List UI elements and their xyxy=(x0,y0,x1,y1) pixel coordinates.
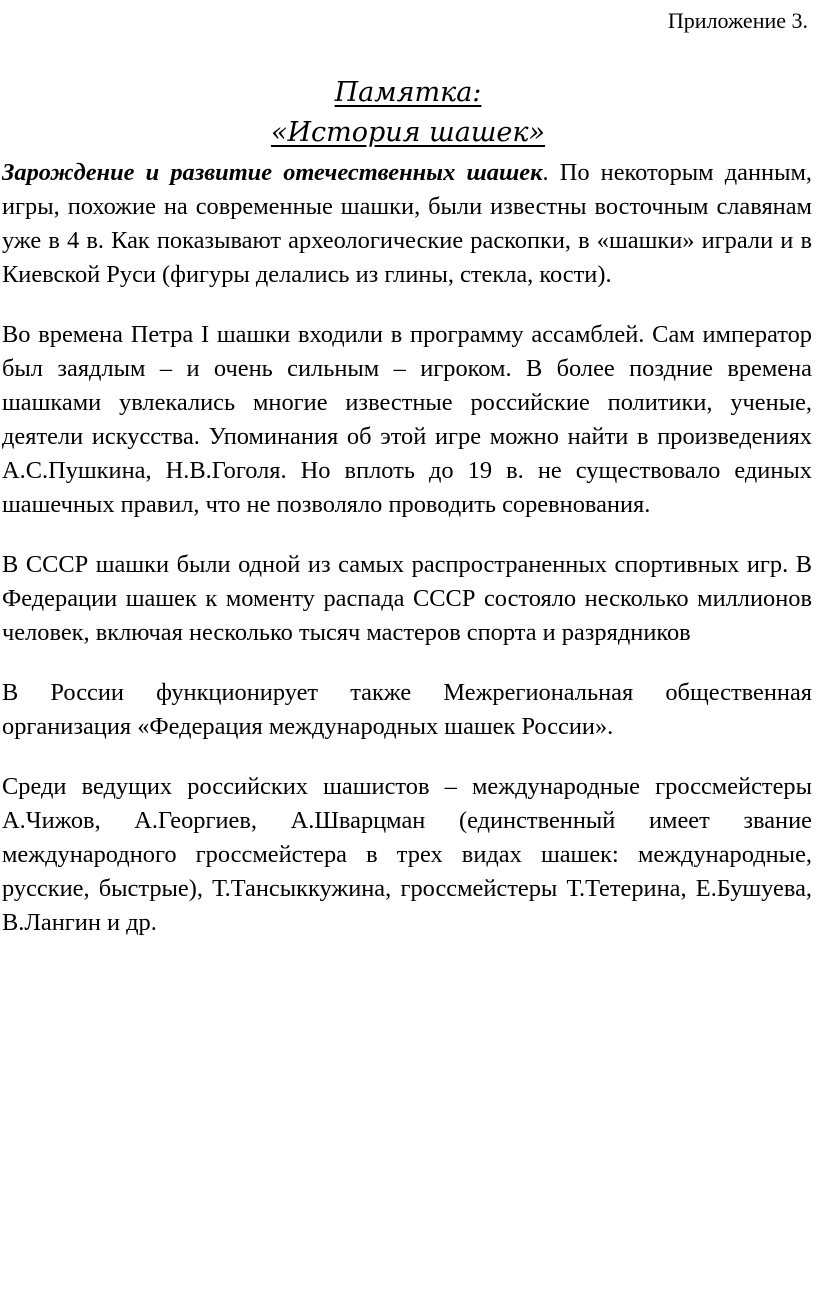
paragraph-origins xyxy=(2,156,812,292)
paragraph-peter-era: Во времена Петра I шашки входили в программу ассамблей. Сам император был заядлым – и очень сильным – игроком. В более поздние времена шашками увлекались многие известные российские политики, ученые, деятели искусства. Упоминания об этой игре можно найти в произведениях А.С.Пушкина, Н.В.Гоголя. Но вплоть до 19 в. не существовало единых шашечных правил, что не позволяло проводить соревнования. xyxy=(2,321,812,518)
paragraph-russia-federation: В России функционирует также Межрегиональная общественная организация «Федерация международных шашек России». xyxy=(2,679,812,740)
memo-title: Памятка: xyxy=(334,77,482,108)
appendix-label: Приложение 3. xyxy=(667,8,808,33)
paragraph-lead-in: Зарождение и развитие отечественных шашек xyxy=(2,159,543,186)
paragraph-leading-players: Среди ведущих российских шашистов – международные гроссмейстеры А.Чижов, А.Георгиев, А.Шварцман (единственный имеет звание международного гроссмейстера в трех видах шашек: международные, русские, быстрые), Т.Тансыккужина, гроссмейстеры Т.Тетерина, Е.Бушуева, В.Лангин и др. xyxy=(2,773,812,936)
document-body xyxy=(2,156,812,966)
memo-subtitle: «История шашек» xyxy=(270,117,546,148)
paragraph-ussr: В СССР шашки были одной из самых распространенных спортивных игр. В Федерации шашек к моменту распада СССР состояло несколько миллионов человек, включая несколько тысяч мастеров спорта и разрядников xyxy=(2,551,812,646)
paragraph-text: . По некоторым данным, игры, похожие на современные шашки, были известны восточным славянам уже в 4 в. Как показывают археологические раскопки, в «шашки» играли и в Киевской Руси (фигуры делались из глины, стекла, кости). xyxy=(2,159,812,288)
